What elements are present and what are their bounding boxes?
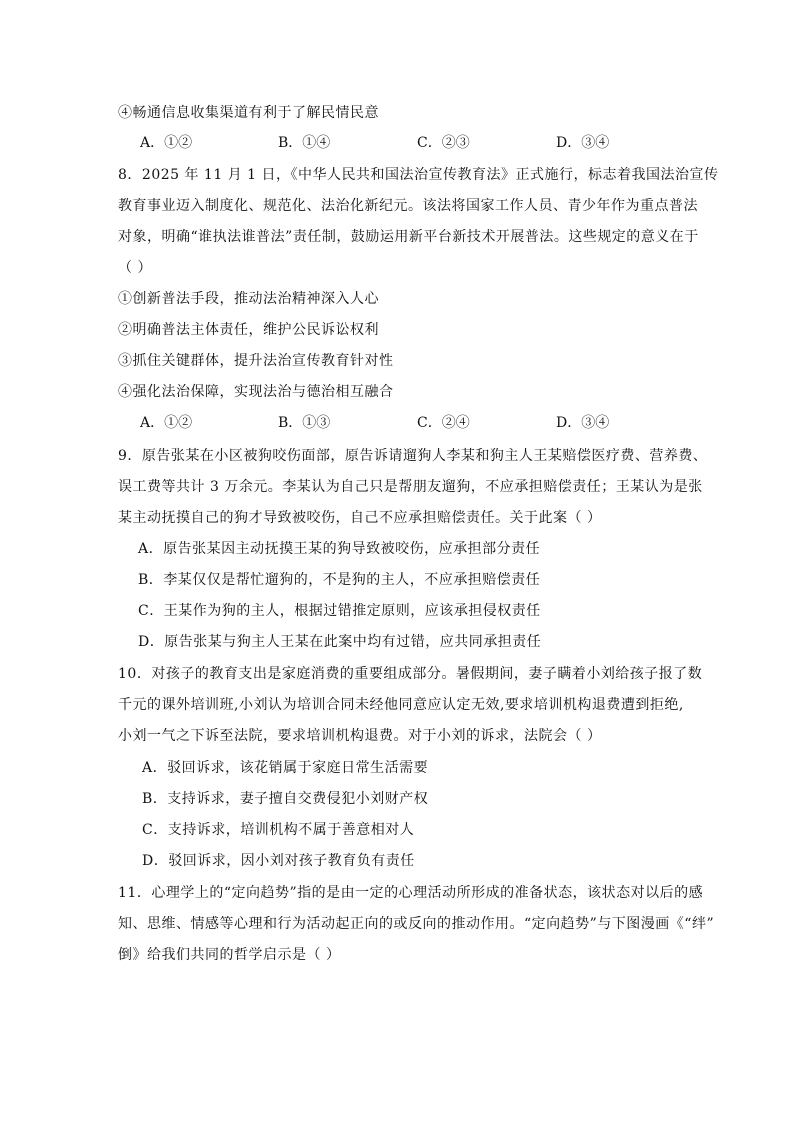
q8-statement-2: ②明确普法主体责任，维护公民诉讼权利	[118, 322, 379, 338]
q8-stem-line-2: 教育事业迈入制度化、规范化、法治化新纪元。该法将国家工作人员、青少年作为重点普法	[118, 198, 698, 214]
q8-options	[140, 413, 660, 433]
q9-stem-line-1: 9．原告张某在小区被狗咬伤面部，原告诉请遛狗人李某和狗主人王某赔偿医疗费、营养费、	[118, 448, 708, 464]
q9-choice-c[interactable]: C．王某作为狗的主人，根据过错推定原则，应该承担侵权责任	[138, 603, 541, 619]
q8-statement-4: ④强化法治保障，实现法治与德治相互融合	[118, 384, 394, 400]
q7-statement-4: ④畅通信息收集渠道有利于了解民情民意	[118, 105, 379, 121]
q8-statement-1: ①创新普法手段，推动法治精神深入人心	[118, 291, 379, 307]
q9-stem-line-2: 误工费等共计 3 万余元。李某认为自己只是帮朋友遛狗，不应承担赔偿责任；王某认为是张	[118, 479, 703, 495]
q9-stem-line-3: 某主动抚摸自己的狗才导致被咬伤，自己不应承担赔偿责任。关于此案（ ）	[118, 510, 602, 526]
q11-stem-line-1: 11．心理学上的“定向趋势”指的是由一定的心理活动所形成的准备状态，该状态对以后的感	[118, 885, 704, 901]
q8-stem-line-3: 对象，明确“谁执法谁普法”责任制，鼓励运用新平台新技术开展普法。这些规定的意义在于	[118, 229, 699, 245]
q8-stem-line-1: 8．2025 年 11 月 1 日，《中华人民共和国法治宣传教育法》正式施行，标志着我国法治宣传	[118, 167, 719, 183]
q8-statement-3: ③抓住关键群体，提升法治宣传教育针对性	[118, 353, 394, 369]
q10-choice-c[interactable]: C．支持诉求，培训机构不属于善意相对人	[142, 822, 415, 838]
q7-option-a[interactable]: A．①②	[140, 135, 193, 151]
q7-option-c[interactable]: C．②③	[417, 135, 470, 151]
q8-answer-blank: （ ）	[118, 260, 152, 276]
q8-option-d[interactable]: D．③④	[556, 415, 610, 431]
q10-choice-a[interactable]: A．驳回诉求，该花销属于家庭日常生活需要	[142, 760, 429, 776]
q7-options	[140, 133, 660, 153]
q10-stem-line-3: 小刘一气之下诉至法院，要求培训机构退费。对于小刘的诉求，法院会（ ）	[118, 728, 602, 744]
q10-choice-d[interactable]: D．驳回诉求，因小刘对孩子教育负有责任	[142, 853, 415, 869]
q10-stem-line-2: 千元的课外培训班,小刘认为培训合同未经他同意应认定无效,要求培训机构退费遭到拒绝,	[118, 697, 684, 713]
q8-option-a[interactable]: A．①②	[140, 415, 193, 431]
q7-option-d[interactable]: D．③④	[556, 135, 610, 151]
q8-option-c[interactable]: C．②④	[417, 415, 470, 431]
q9-choice-a[interactable]: A．原告张某因主动抚摸王某的狗导致被咬伤，应承担部分责任	[138, 541, 541, 557]
q7-option-b[interactable]: B．①④	[278, 135, 331, 151]
q11-stem-line-2: 知、思维、情感等心理和行为活动起正向的或反向的推动作用。“定向趋势”与下图漫画《“绊”	[118, 916, 715, 932]
q9-choice-d[interactable]: D．原告张某与狗主人王某在此案中均有过错，应共同承担责任	[138, 634, 542, 650]
q10-stem-line-1: 10．对孩子的教育支出是家庭消费的重要组成部分。暑假期间，妻子瞒着小刘给孩子报了数	[118, 666, 703, 682]
q11-stem-line-3: 倒》给我们共同的哲学启示是（ ）	[118, 947, 341, 963]
q8-option-b[interactable]: B．①③	[278, 415, 331, 431]
q10-choice-b[interactable]: B．支持诉求，妻子擅自交费侵犯小刘财产权	[142, 791, 429, 807]
q9-choice-b[interactable]: B．李某仅仅是帮忙遛狗的，不是狗的主人，不应承担赔偿责任	[138, 572, 541, 588]
